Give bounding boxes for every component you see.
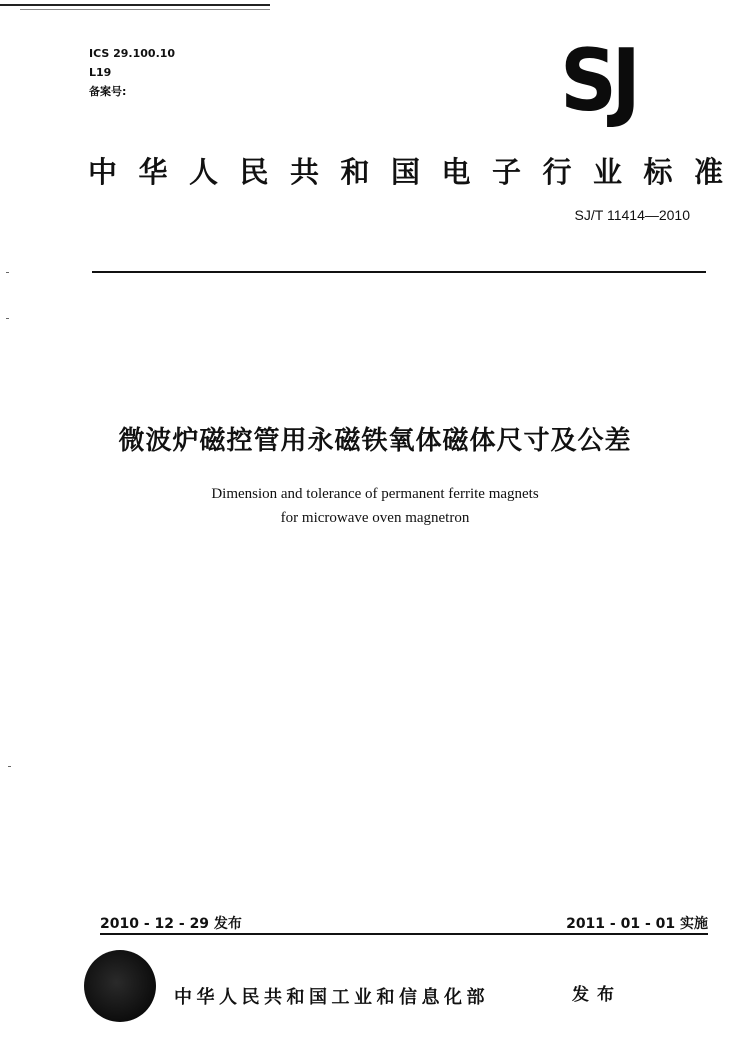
- scan-speck: [6, 272, 9, 273]
- standard-number: SJ/T 11414—2010: [574, 207, 690, 223]
- record-number-label: 备案号:: [89, 85, 127, 98]
- ics-code: ICS 29.100.10: [89, 47, 176, 60]
- effective-date: 2011 - 01 - 01 实施: [566, 916, 708, 932]
- title-en-line-1: Dimension and tolerance of permanent ferrite magnets: [211, 486, 539, 502]
- title-en-line-2: for microwave oven magnetron: [280, 510, 470, 526]
- document-title-en: [0, 482, 750, 530]
- document-title-zh: 微波炉磁控管用永磁铁氧体磁体尺寸及公差: [118, 426, 632, 456]
- ccs-code: L19: [89, 66, 112, 79]
- issuing-authority: 中华人民共和国工业和信息化部: [174, 987, 489, 1008]
- top-edge-line: [0, 4, 270, 6]
- header-divider: [92, 271, 706, 273]
- issue-date: 2010 - 12 - 29 发布: [100, 916, 242, 932]
- scan-speck: [8, 766, 11, 767]
- official-seal-icon: [84, 950, 156, 1022]
- organization-title: 中华人民共和国电子行业标准: [88, 155, 745, 189]
- top-edge-line-thin: [20, 9, 270, 10]
- issue-label: 发布: [572, 985, 622, 1005]
- classification-block: [89, 44, 175, 101]
- sj-logo: SJ: [560, 31, 636, 131]
- scan-speck: [6, 318, 9, 319]
- footer-divider: [100, 933, 708, 935]
